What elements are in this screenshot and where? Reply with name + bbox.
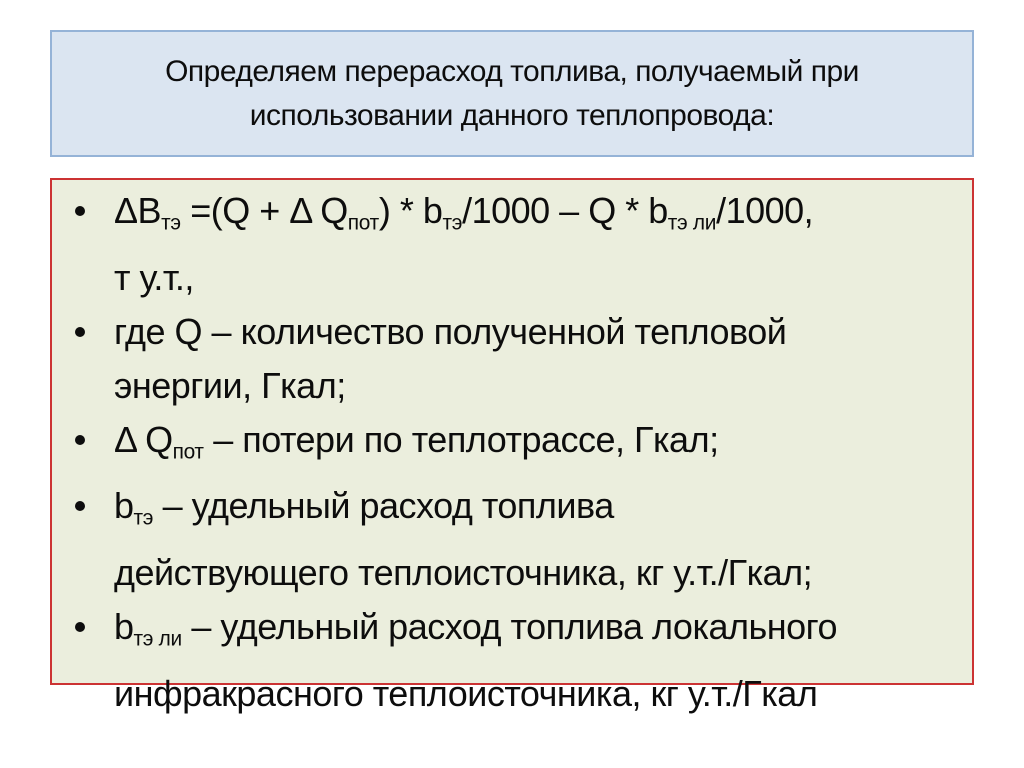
formula-box bbox=[50, 178, 974, 714]
bullet-text: – удельный расход топлива локального bbox=[181, 606, 838, 648]
bullet-item bbox=[68, 413, 958, 480]
bullet-item bbox=[68, 479, 958, 600]
bullet-text: =(Q + Δ Q bbox=[180, 190, 348, 231]
bullet-text: инфракрасного теплоисточника, кг у.т./Гкал bbox=[114, 672, 818, 714]
formula-subscript: пот bbox=[347, 211, 379, 235]
formula-subscript: тэ bbox=[442, 211, 463, 235]
bullet-text: т у.т., bbox=[114, 256, 194, 298]
bullet-text: действующего теплоисточника, кг у.т./Гкал; bbox=[114, 552, 813, 594]
bullet-text: энергии, Гкал; bbox=[114, 364, 346, 406]
bullet-item bbox=[68, 600, 958, 721]
slide-title-line-2: использовании данного теплопровода: bbox=[249, 98, 775, 132]
formula-subscript: тэ ли bbox=[133, 627, 182, 651]
formula-subscript: пот bbox=[172, 440, 204, 464]
bullet-text: – потери по теплотрассе, Гкал; bbox=[203, 418, 719, 460]
bullet-text: b bbox=[114, 606, 134, 648]
bullet-text: где Q – количество полученной тепловой bbox=[114, 310, 787, 352]
bullet-text: /1000 – Q * b bbox=[462, 190, 668, 231]
bullet-text: ΔB bbox=[114, 190, 162, 231]
formula-subscript: тэ ли bbox=[667, 211, 717, 235]
bullet-item bbox=[68, 184, 958, 305]
formula-subscript: тэ bbox=[133, 507, 154, 531]
bullet-item bbox=[68, 305, 958, 413]
bullet-text: Δ Q bbox=[114, 418, 173, 460]
title-box bbox=[50, 30, 974, 157]
bullet-text: /1000, bbox=[716, 190, 814, 231]
bullet-text: b bbox=[114, 485, 134, 527]
slide-title-line-1: Определяем перерасход топлива, получаемый при bbox=[165, 54, 859, 88]
bullet-text: – удельный расход топлива bbox=[153, 485, 614, 527]
bullet-list bbox=[68, 184, 958, 721]
bullet-text: ) * b bbox=[378, 190, 443, 231]
formula-subscript: тэ bbox=[161, 211, 181, 235]
